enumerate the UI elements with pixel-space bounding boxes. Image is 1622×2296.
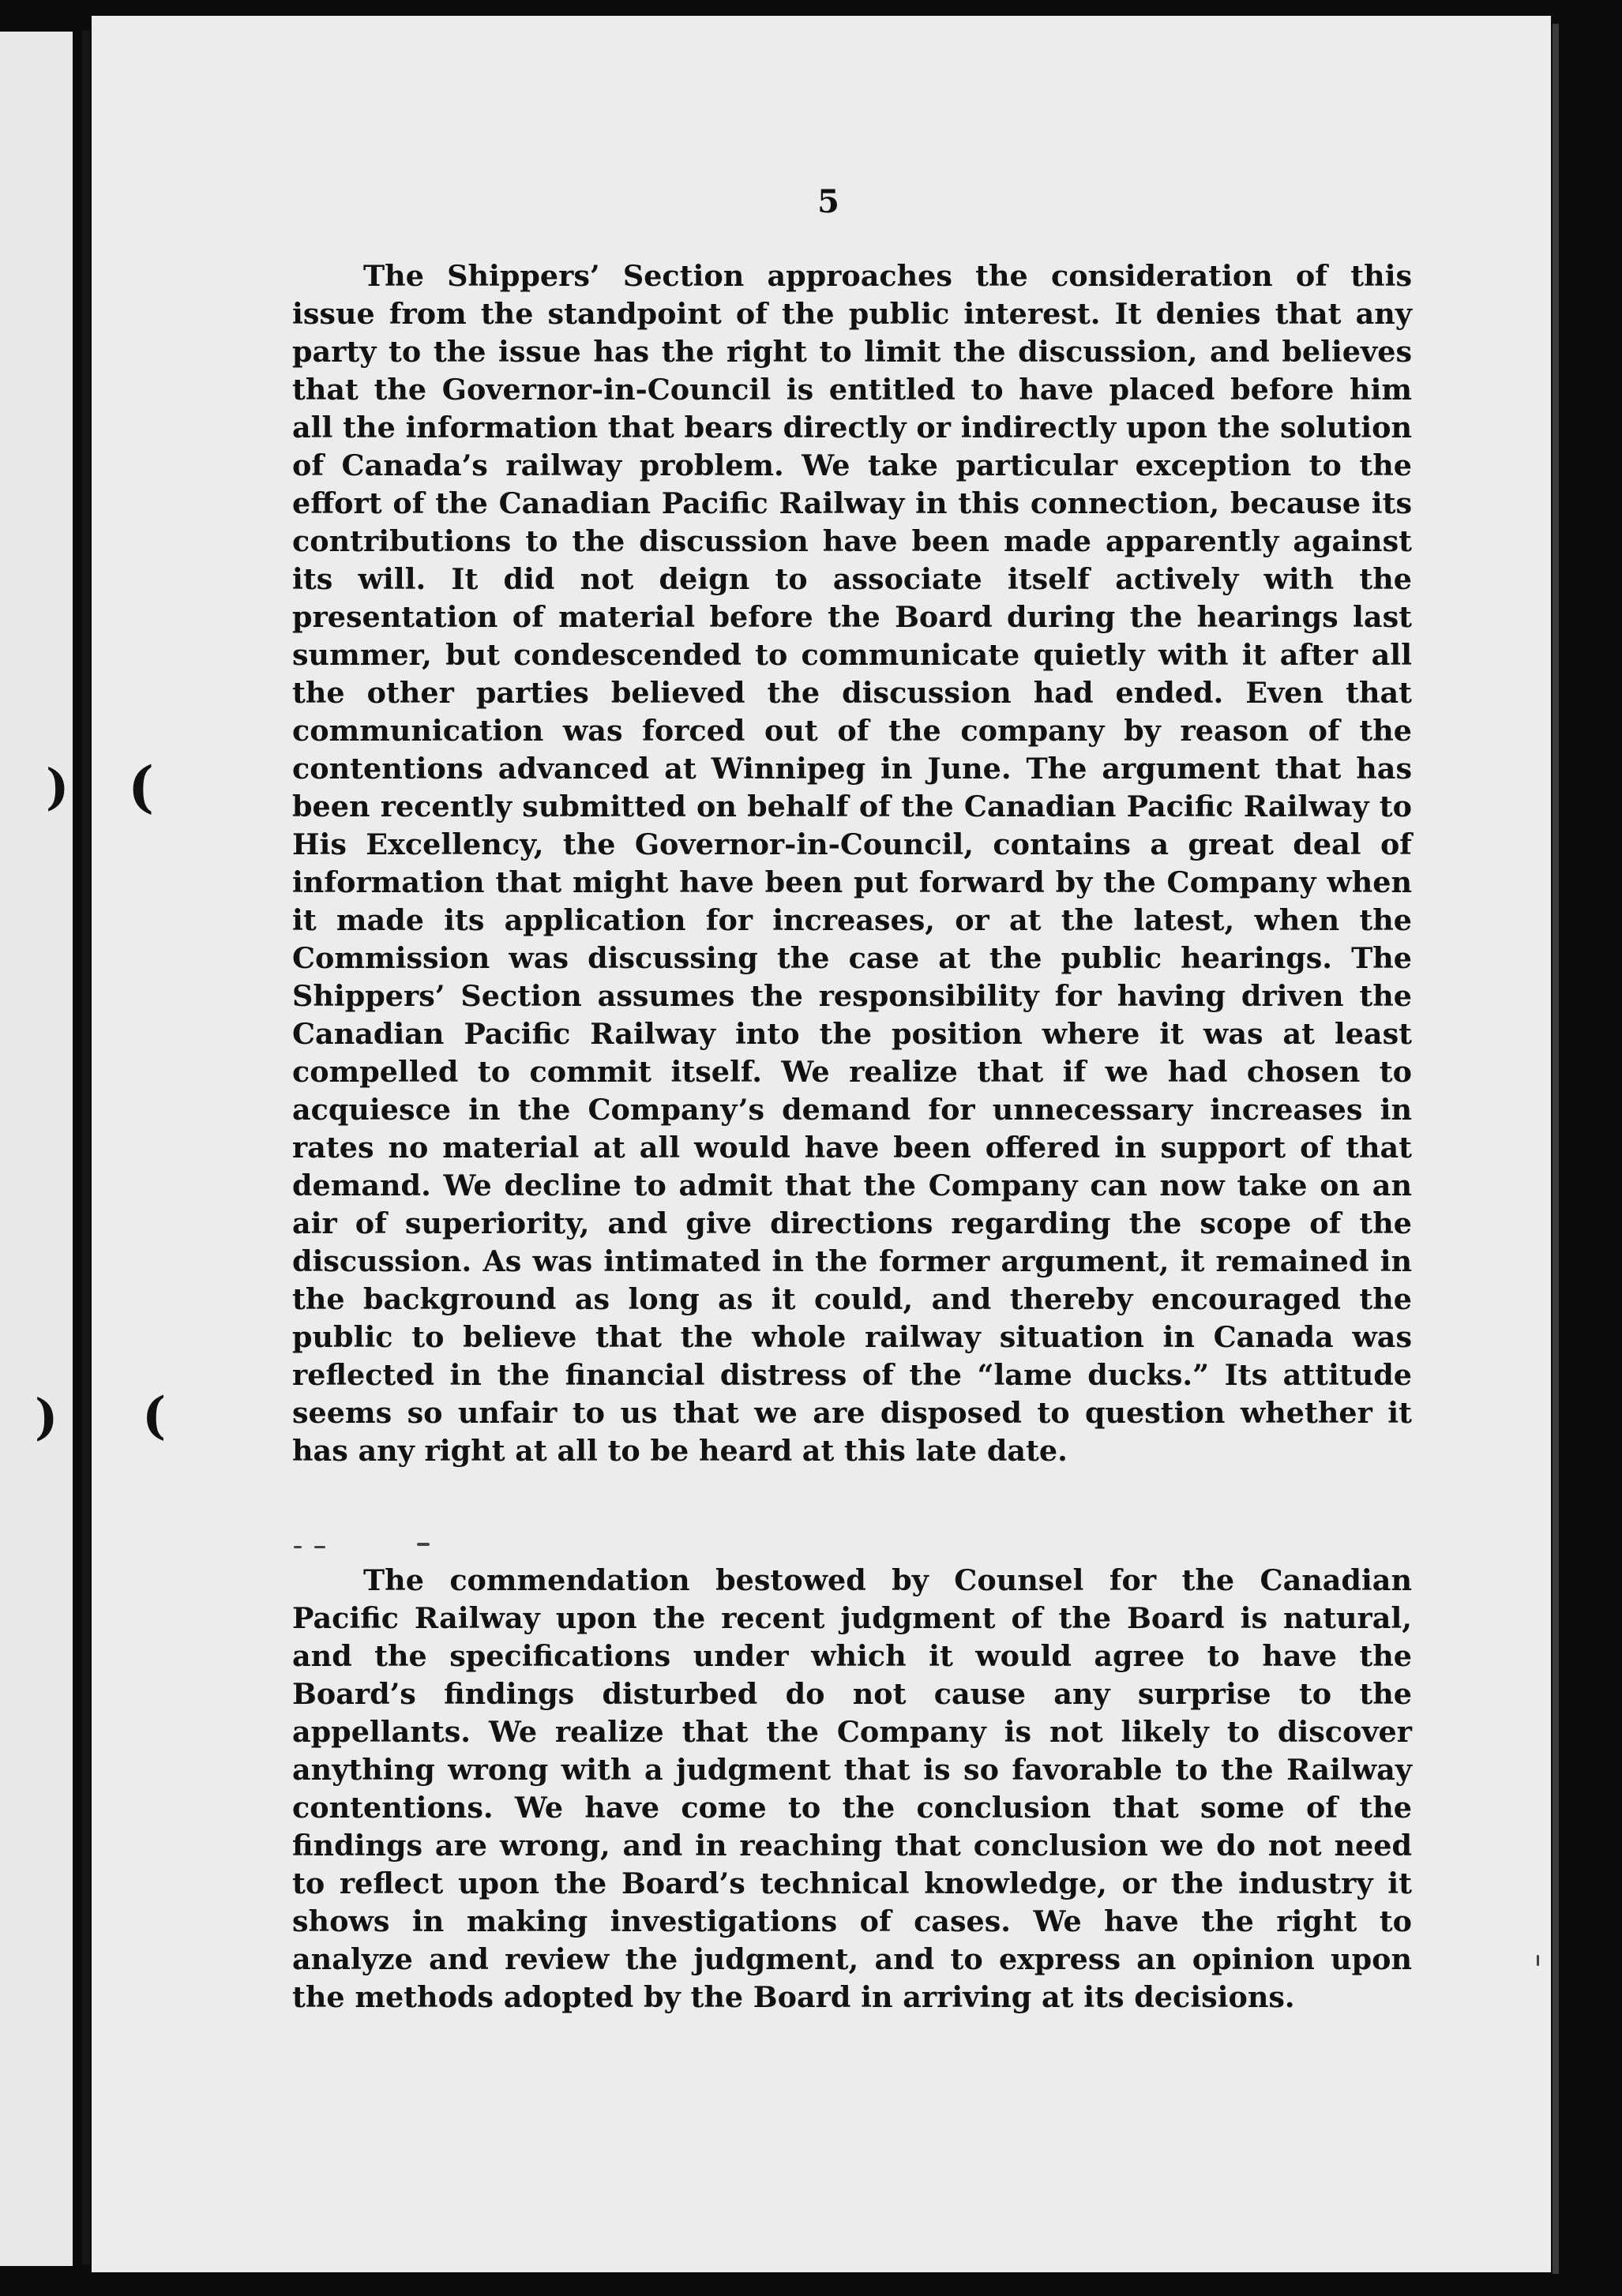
- scan-speck: [417, 1543, 430, 1546]
- page-right-edge: [1553, 24, 1559, 2274]
- binding-gutter: [82, 30, 90, 2264]
- facing-page-edge: [0, 32, 73, 2266]
- page-number: 5: [817, 183, 839, 220]
- scan-speck: [294, 1546, 302, 1548]
- margin-mark-right-paren-lower: ): [35, 1388, 58, 1446]
- scan-speck: [1537, 1955, 1539, 1966]
- margin-mark-left-paren-lower: (: [142, 1386, 167, 1446]
- margin-mark-left-paren-upper: (: [128, 754, 155, 820]
- body-paragraph-1: The Shippers’ Section approaches the consideration of this issue from the standpoint of the public interest. It denies that any party to the issue has the right to limit the discussion, and believes that the Governor-in-Council is entitled to have placed before him all the information that bears directly or indirectly upon the solution of Canada’s railway problem. We take particular exception to the effort of the Canadian Pacific Railway in this connection, because its contributions to the discussion have been made apparently against its will. It did not deign to associate itself actively with the presentation of material before the Board during the hearings last summer, but condescended to communicate quietly with it after all the other parties believed the discussion had ended. Even that communication was forced out of the company by reason of the contentions advanced at Winnipeg in June. The argument that has been recently submitted on behalf of the Canadian Pacific Railway to His Excellency, the Governor-in-Council, contains a great deal of information that might have been put forward by the Company when it made its application for increases, or at the latest, when the Commission was discussing the case at the public hearings. The Shippers’ Section assumes the responsibility for having driven the Canadian Pacific Railway into the position where it was at least compelled to commit itself. We realize that if we had chosen to acquiesce in the Company’s demand for unnecessary increases in rates no material at all would have been offered in support of that demand. We decline to admit that the Company can now take on an air of superiority, and give directions regarding the scope of the discussion. As was intimated in the former argument, it remained in the background as long as it could, and thereby encouraged the public to believe that the whole railway situation in Canada was reflected in the financial distress of the “lame ducks.” Its attitude seems so unfair to us that we are disposed to question whether it has any right at all to be heard at this late date.: [292, 259, 1412, 1468]
- margin-mark-right-paren-upper: ): [46, 758, 69, 816]
- body-paragraph-2: The commendation bestowed by Counsel for the Canadian Pacific Railway upon the recent judgment of the Board is natural, and the specifications under which it would agree to have the Board’s findings disturbed do not cause any surprise to the appellants. We realize that the Company is not likely to discover anything wrong with a judgment that is so favorable to the Railway contentions. We have come to the conclusion that some of the findings are wrong, and in reaching that conclusion we do not need to reflect upon the Board’s technical knowledge, or the industry it shows in making investigations of cases. We have the right to analyze and review the judgment, and to express an opinion upon the methods adopted by the Board in arriving at its decisions.: [292, 1563, 1412, 2014]
- scan-speck: [314, 1546, 325, 1548]
